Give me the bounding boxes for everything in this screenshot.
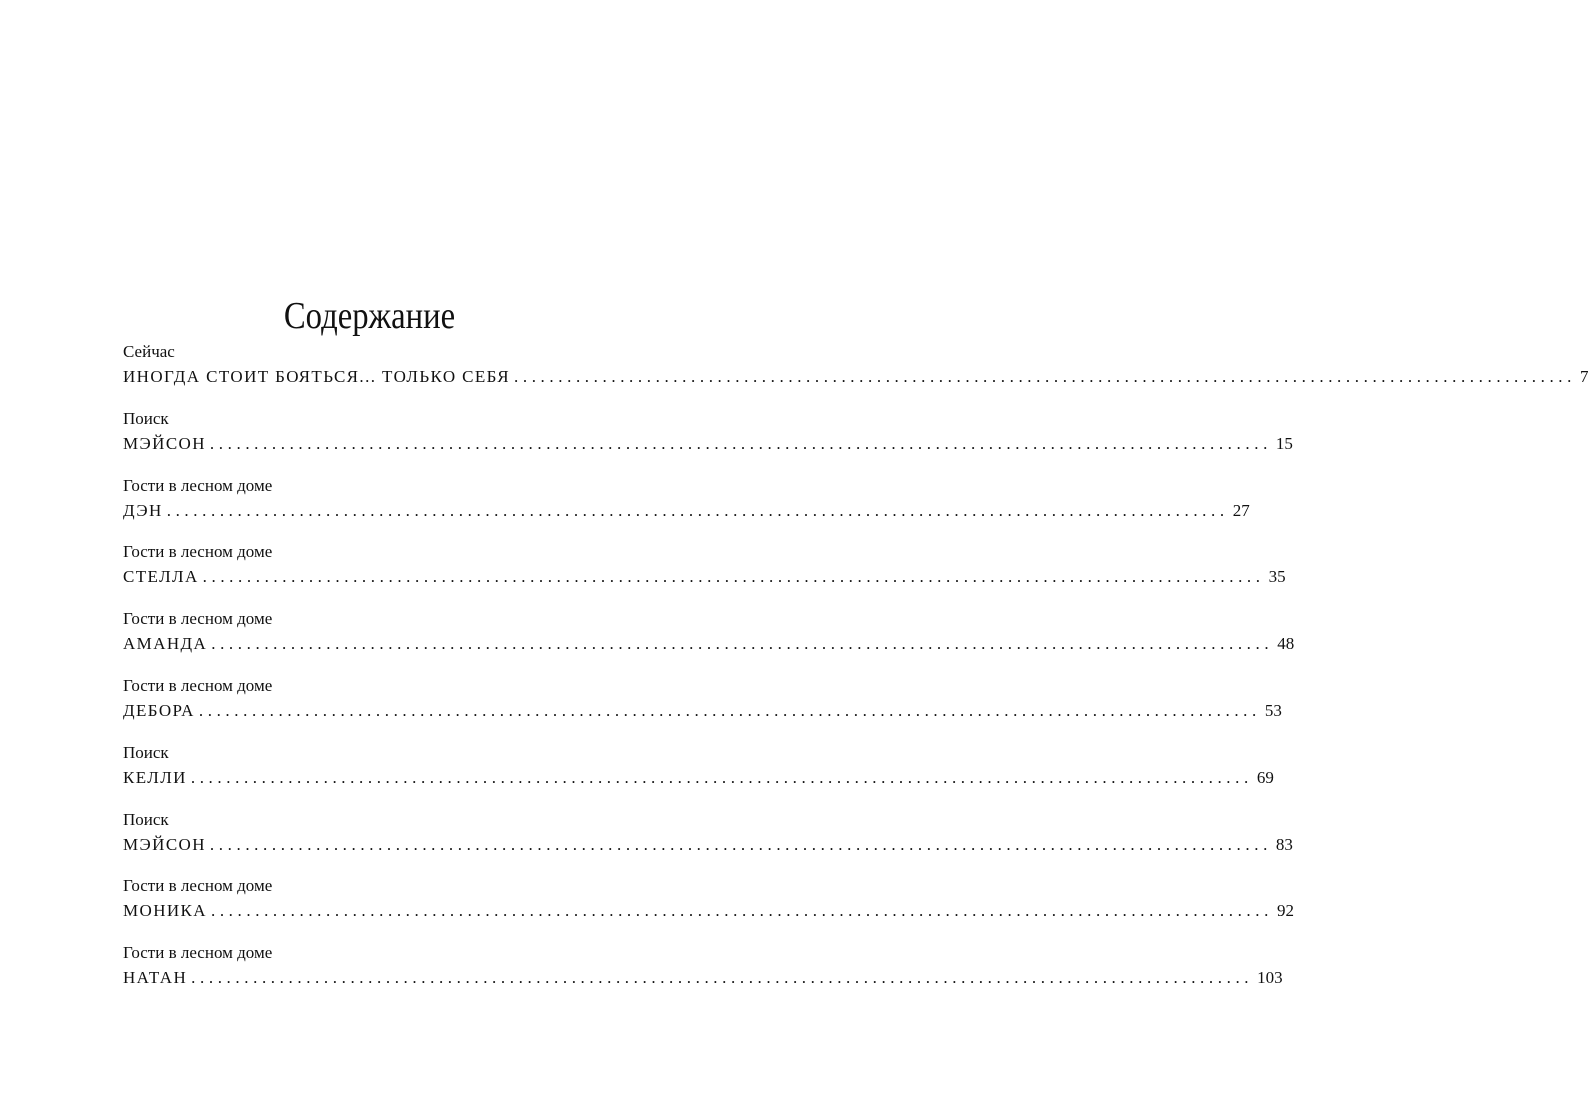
toc-section-label: Гости в лесном доме xyxy=(123,475,273,495)
toc-chapter-line[interactable] xyxy=(123,833,1293,857)
dot-leader: ........................................................................................................................ xyxy=(211,634,1274,654)
toc-section-label: Поиск xyxy=(123,742,169,762)
toc-chapter-title: СТЕЛЛА xyxy=(123,567,199,587)
toc-page-number: 27 xyxy=(1232,500,1250,520)
toc-section-label: Гости в лесном доме xyxy=(123,609,273,629)
toc-entry xyxy=(123,939,1283,1006)
toc-entry xyxy=(123,605,1295,672)
dot-leader: ........................................................................................................................ xyxy=(514,367,1576,386)
toc-page-number: 103 xyxy=(1257,968,1283,988)
toc-page-number: 35 xyxy=(1268,567,1286,587)
toc-chapter-line[interactable] xyxy=(123,632,1295,656)
toc-chapter-title: МЭЙСОН xyxy=(123,433,206,453)
toc-chapter-title: МОНИКА xyxy=(123,901,207,921)
toc-section-label: Гости в лесном доме xyxy=(123,675,273,695)
toc-page-number: 48 xyxy=(1277,634,1295,654)
table-of-contents xyxy=(123,338,1589,1006)
dot-leader: ........................................................................................................................ xyxy=(191,968,1254,988)
toc-chapter-line[interactable] xyxy=(123,432,1293,456)
toc-page-number: 15 xyxy=(1275,433,1293,453)
toc-page-number: 69 xyxy=(1256,767,1274,787)
toc-section-label: Поиск xyxy=(123,809,169,829)
toc-page-number: 7 xyxy=(1580,367,1589,386)
toc-entry xyxy=(123,538,1286,605)
toc-entry xyxy=(123,672,1282,739)
toc-chapter-line[interactable] xyxy=(123,565,1286,589)
toc-entry xyxy=(123,806,1293,873)
toc-section-label: Гости в лесном доме xyxy=(123,876,273,896)
dot-leader: ........................................................................................................................ xyxy=(209,433,1272,453)
toc-chapter-title: ДЕБОРА xyxy=(123,700,195,720)
toc-chapter-title: НАТАН xyxy=(123,968,188,988)
toc-chapter-line[interactable] xyxy=(123,966,1283,990)
toc-chapter-line[interactable] xyxy=(123,899,1294,923)
dot-leader: ........................................................................................................................ xyxy=(166,500,1229,520)
toc-page-number: 53 xyxy=(1264,700,1282,720)
toc-page-number: 92 xyxy=(1276,901,1294,921)
toc-entry xyxy=(123,338,1589,405)
dot-leader: ........................................................................................................................ xyxy=(210,901,1273,921)
page-title: Содержание xyxy=(283,295,456,338)
toc-section-label: Сейчас xyxy=(123,342,175,361)
toc-entry xyxy=(123,472,1250,539)
toc-chapter-title: ИНОГДА СТОИТ БОЯТЬСЯ... ТОЛЬКО СЕБЯ xyxy=(123,367,510,386)
dot-leader: ........................................................................................................................ xyxy=(202,567,1265,587)
toc-chapter-title: КЕЛЛИ xyxy=(123,767,187,787)
dot-leader: ........................................................................................................................ xyxy=(209,834,1272,854)
toc-entry xyxy=(123,739,1274,806)
toc-chapter-title: МЭЙСОН xyxy=(123,834,206,854)
toc-section-label: Гости в лесном доме xyxy=(123,943,273,963)
toc-chapter-line[interactable] xyxy=(123,699,1282,723)
toc-entry xyxy=(123,405,1293,472)
dot-leader: ........................................................................................................................ xyxy=(198,700,1261,720)
toc-section-label: Гости в лесном доме xyxy=(123,542,273,562)
toc-page-number: 83 xyxy=(1275,834,1293,854)
toc-entry xyxy=(123,872,1294,939)
toc-chapter-title: АМАНДА xyxy=(123,634,208,654)
toc-section-label: Поиск xyxy=(123,408,169,428)
dot-leader: ........................................................................................................................ xyxy=(190,767,1253,787)
toc-chapter-line[interactable] xyxy=(123,365,1589,389)
toc-chapter-line[interactable] xyxy=(123,766,1274,790)
toc-chapter-title: ДЭН xyxy=(123,500,163,520)
toc-chapter-line[interactable] xyxy=(123,499,1250,523)
